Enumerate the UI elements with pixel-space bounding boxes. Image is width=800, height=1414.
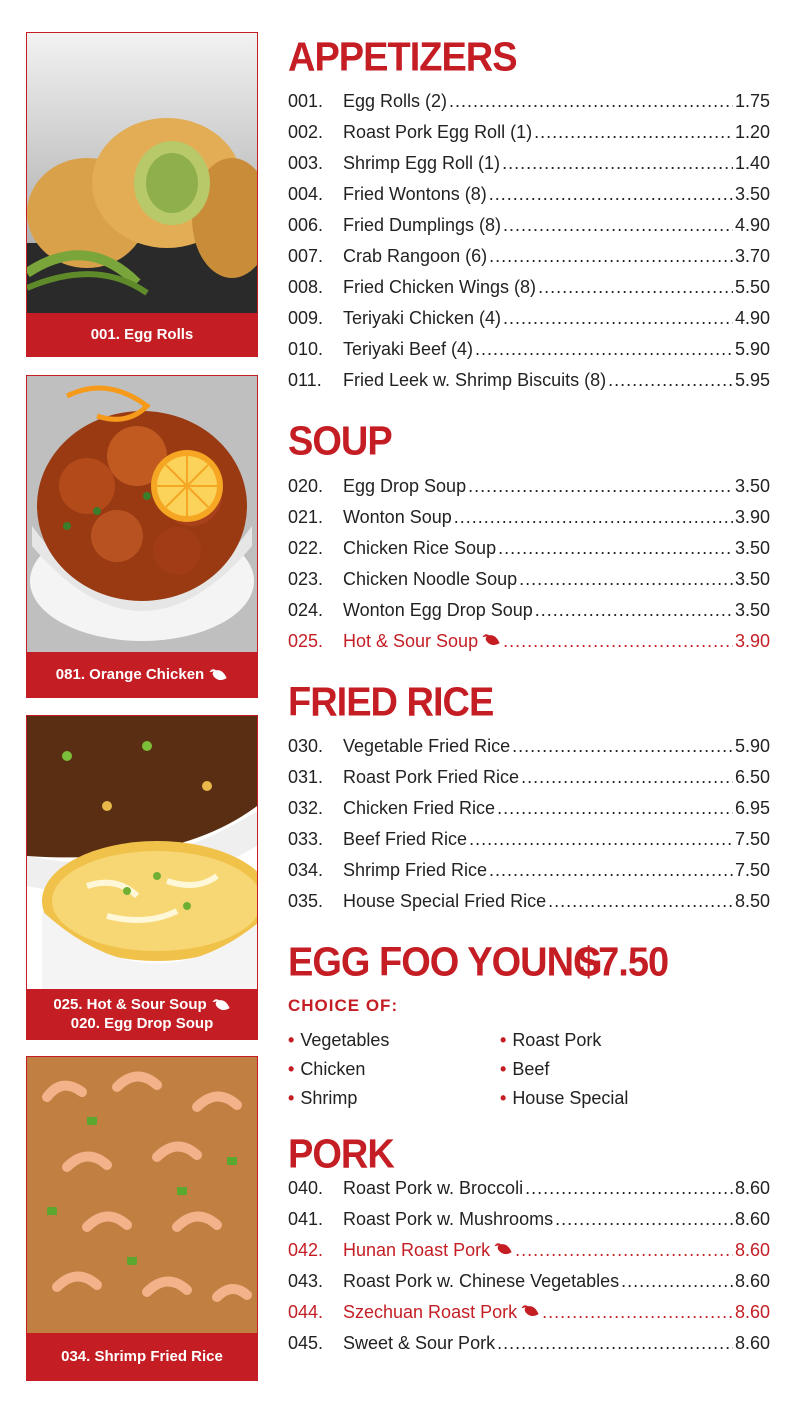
item-number: 042.: [288, 1240, 324, 1260]
dot-leader: [449, 91, 733, 112]
hot-pepper-icon: [520, 1304, 540, 1318]
item-name-text: Sweet & Sour Pork: [343, 1333, 496, 1353]
dot-leader: [538, 277, 733, 298]
photo-caption: [27, 989, 257, 1039]
menu-item: [288, 507, 770, 538]
orange-chicken-photo: [27, 376, 257, 654]
item-price: 7.50: [734, 829, 770, 849]
menu-item: [288, 339, 770, 370]
item-name: [343, 631, 501, 652]
choice-item: [288, 1088, 389, 1117]
bullet-icon: •: [500, 1088, 507, 1108]
item-name: [343, 339, 473, 360]
menu-item: [288, 767, 770, 798]
dot-leader: [535, 600, 733, 621]
dot-leader: [548, 891, 733, 912]
dot-leader: [489, 184, 733, 205]
item-number: 043.: [288, 1271, 324, 1291]
choice-text: Roast Pork: [512, 1030, 602, 1050]
item-price: 5.95: [734, 370, 770, 390]
item-name-text: Roast Pork Fried Rice: [343, 767, 520, 787]
photo-caption: [27, 313, 257, 356]
item-name-text: Teriyaki Beef (4): [343, 339, 474, 359]
photo-caption-text: 081. Orange Chicken: [55, 666, 205, 683]
item-name: [343, 767, 519, 788]
item-number: 002.: [288, 122, 324, 142]
photo-card-egg-rolls: [26, 32, 258, 357]
item-number: 032.: [288, 798, 324, 818]
dot-leader: [468, 476, 733, 497]
photo-caption-line: [53, 995, 230, 1014]
dot-leader: [503, 308, 733, 329]
choice-item: [500, 1088, 628, 1117]
item-number: 009.: [288, 308, 324, 328]
choice-item: [288, 1059, 389, 1088]
menu-item: [288, 184, 770, 215]
item-price: 3.50: [734, 569, 770, 589]
choice-text: Chicken: [300, 1059, 366, 1079]
choice-list-left: [288, 1030, 389, 1117]
item-name: [343, 891, 546, 912]
item-name: [343, 1240, 513, 1261]
dot-leader: [489, 860, 733, 881]
item-name-text: Vegetable Fried Rice: [343, 736, 511, 756]
item-name: [343, 476, 466, 497]
choice-text: Vegetables: [300, 1030, 390, 1050]
menu-item: [288, 246, 770, 277]
menu-list-appetizers: [288, 91, 770, 401]
menu-item: [288, 1333, 770, 1364]
dot-leader: [475, 339, 733, 360]
item-name: [343, 277, 536, 298]
item-number: 001.: [288, 91, 324, 111]
item-name-text: Egg Rolls (2): [343, 91, 448, 111]
item-number: 044.: [288, 1302, 324, 1322]
item-name: [343, 215, 501, 236]
choice-item: [500, 1059, 628, 1088]
item-name: [343, 600, 533, 621]
item-name-text: Hunan Roast Pork: [343, 1240, 491, 1260]
item-price: 4.90: [734, 215, 770, 235]
item-price: 8.50: [734, 891, 770, 911]
dot-leader: [534, 122, 733, 143]
item-price: 1.20: [734, 122, 770, 142]
item-name: [343, 829, 467, 850]
item-name: [343, 153, 500, 174]
menu-item: [288, 215, 770, 246]
item-name: [343, 1209, 553, 1230]
item-price: 8.60: [734, 1178, 770, 1198]
item-price: 6.95: [734, 798, 770, 818]
item-number: 045.: [288, 1333, 324, 1353]
item-price: 3.50: [734, 476, 770, 496]
item-price: 3.70: [734, 246, 770, 266]
hot-pepper-icon: [211, 998, 231, 1012]
menu-item: [288, 476, 770, 507]
item-price: 5.90: [734, 736, 770, 756]
bullet-icon: •: [500, 1059, 507, 1079]
item-name-text: Shrimp Fried Rice: [343, 860, 488, 880]
item-number: 020.: [288, 476, 324, 496]
item-name-text: Shrimp Egg Roll (1): [343, 153, 501, 173]
section-title-fried-rice: FRIED RICE: [288, 679, 494, 726]
item-number: 011.: [288, 370, 322, 390]
photo-caption: [27, 1333, 257, 1380]
bullet-icon: •: [288, 1059, 295, 1079]
soups-photo: [27, 716, 257, 991]
hot-pepper-icon: [208, 668, 228, 682]
egg-rolls-photo: [27, 33, 257, 313]
item-price: 8.60: [734, 1240, 770, 1260]
item-name-text: Wonton Soup: [343, 507, 452, 527]
menu-item: [288, 1302, 770, 1333]
menu-item: [288, 829, 770, 860]
item-name: [343, 1271, 619, 1292]
item-name: [343, 246, 487, 267]
section-title-egg-foo-young: EGG FOO YOUNG: [288, 939, 602, 986]
photo-card-soups: [26, 715, 258, 1040]
item-price: 3.50: [734, 600, 770, 620]
section-title-pork: PORK: [288, 1131, 394, 1178]
dot-leader: [525, 1178, 733, 1199]
menu-item: [288, 1271, 770, 1302]
item-name-text: Beef Fried Rice: [343, 829, 468, 849]
item-name: [343, 569, 517, 590]
item-number: 034.: [288, 860, 324, 880]
item-name: [343, 1302, 540, 1323]
menu-item: [288, 798, 770, 829]
dot-leader: [542, 1302, 733, 1323]
item-name: [343, 798, 495, 819]
item-number: 041.: [288, 1209, 324, 1229]
item-name-text: Hot & Sour Soup: [343, 631, 479, 651]
item-name-text: Fried Leek w. Shrimp Biscuits (8): [343, 370, 607, 390]
menu-item: [288, 860, 770, 891]
choice-item: [500, 1030, 628, 1059]
item-name: [343, 507, 452, 528]
item-price: 4.90: [734, 308, 770, 328]
dot-leader: [503, 631, 733, 652]
menu-item: [288, 569, 770, 600]
item-price: 8.60: [734, 1302, 770, 1322]
bullet-icon: •: [500, 1030, 507, 1050]
item-number: 023.: [288, 569, 324, 589]
item-name-text: Fried Chicken Wings (8): [343, 277, 537, 297]
dot-leader: [454, 507, 733, 528]
menu-list-soup: [288, 476, 770, 662]
dot-leader: [497, 798, 733, 819]
item-number: 010.: [288, 339, 324, 359]
item-number: 040.: [288, 1178, 324, 1198]
menu-item: [288, 1209, 770, 1240]
menu-item: [288, 308, 770, 339]
menu-item: [288, 631, 770, 662]
menu-item: [288, 91, 770, 122]
choice-text: Shrimp: [300, 1088, 358, 1108]
item-number: 031.: [288, 767, 324, 787]
photo-caption-line: 020. Egg Drop Soup: [70, 1015, 214, 1032]
menu-item: [288, 122, 770, 153]
item-price: 8.60: [734, 1271, 770, 1291]
item-number: 004.: [288, 184, 324, 204]
photo-caption-line: [56, 665, 228, 684]
item-price: 3.50: [734, 538, 770, 558]
item-name: [343, 1333, 495, 1354]
menu-item: [288, 1178, 770, 1209]
choice-item: [288, 1030, 389, 1059]
item-price: 6.50: [734, 767, 770, 787]
item-price: 8.60: [734, 1209, 770, 1229]
item-number: 006.: [288, 215, 324, 235]
menu-item: [288, 1240, 770, 1271]
item-name-text: Chicken Rice Soup: [343, 538, 497, 558]
item-name: [343, 736, 510, 757]
dot-leader: [503, 215, 733, 236]
hot-pepper-icon: [481, 633, 501, 647]
dot-leader: [469, 829, 733, 850]
item-name-text: Crab Rangoon (6): [343, 246, 488, 266]
shrimp-fried-rice-photo: [27, 1057, 257, 1334]
item-number: 021.: [288, 507, 324, 527]
hot-pepper-icon: [493, 1242, 513, 1256]
item-name: [343, 860, 487, 881]
item-name-text: Teriyaki Chicken (4): [343, 308, 502, 328]
photo-card-shrimp-fried-rice: [26, 1056, 258, 1381]
dot-leader: [512, 736, 733, 757]
item-name-text: House Special Fried Rice: [343, 891, 547, 911]
item-name-text: Roast Pork w. Broccoli: [343, 1178, 524, 1198]
item-number: 024.: [288, 600, 324, 620]
menu-item: [288, 277, 770, 308]
bullet-icon: •: [288, 1088, 295, 1108]
item-price: 3.50: [734, 184, 770, 204]
item-number: 030.: [288, 736, 324, 756]
item-name-text: Wonton Egg Drop Soup: [343, 600, 533, 620]
item-name-text: Roast Pork w. Mushrooms: [343, 1209, 554, 1229]
item-name: [343, 184, 487, 205]
dot-leader: [621, 1271, 733, 1292]
dot-leader: [515, 1240, 733, 1261]
item-name: [343, 1178, 523, 1199]
section-title-soup: SOUP: [288, 418, 392, 465]
item-number: 008.: [288, 277, 324, 297]
dot-leader: [502, 153, 733, 174]
menu-list-pork: [288, 1178, 770, 1364]
photo-caption: [27, 652, 257, 697]
item-name-text: Szechuan Roast Pork: [343, 1302, 518, 1322]
photo-caption-line: 001. Egg Rolls: [90, 326, 194, 343]
choice-text: Beef: [512, 1059, 550, 1079]
item-price: 7.50: [734, 860, 770, 880]
item-name-text: Egg Drop Soup: [343, 476, 467, 496]
photo-caption-line: 034. Shrimp Fried Rice: [61, 1348, 223, 1365]
item-name-text: Chicken Noodle Soup: [343, 569, 518, 589]
item-price: 5.90: [734, 339, 770, 359]
item-name: [343, 308, 501, 329]
item-name: [343, 538, 496, 559]
item-name: [343, 122, 532, 143]
dot-leader: [555, 1209, 733, 1230]
item-number: 033.: [288, 829, 324, 849]
menu-item: [288, 600, 770, 631]
item-name-text: Fried Wontons (8): [343, 184, 487, 204]
item-name-text: Roast Pork Egg Roll (1): [343, 122, 533, 142]
item-number: 035.: [288, 891, 324, 911]
choice-text: House Special: [512, 1088, 629, 1108]
item-name-text: Fried Dumplings (8): [343, 215, 502, 235]
item-number: 007.: [288, 246, 324, 266]
photo-caption-text: 025. Hot & Sour Soup: [53, 996, 207, 1013]
item-price: 5.50: [734, 277, 770, 297]
dot-leader: [521, 767, 733, 788]
choice-label: CHOICE OF:: [288, 996, 399, 1015]
item-number: 025.: [288, 631, 324, 651]
egg-foo-young-price: $7.50: [578, 939, 669, 986]
item-price: 1.40: [734, 153, 770, 173]
item-number: 022.: [288, 538, 324, 558]
dot-leader: [489, 246, 733, 267]
photo-card-orange-chicken: [26, 375, 258, 698]
choice-list-right: [500, 1030, 628, 1117]
bullet-icon: •: [288, 1030, 295, 1050]
dot-leader: [608, 370, 733, 391]
menu-item: [288, 891, 770, 922]
item-name: [343, 370, 606, 391]
menu-item: [288, 736, 770, 767]
item-price: 8.60: [734, 1333, 770, 1353]
menu-item: [288, 370, 770, 401]
section-title-appetizers: APPETIZERS: [288, 34, 517, 81]
item-price: 3.90: [734, 631, 770, 651]
dot-leader: [498, 538, 733, 559]
menu-list-fried-rice: [288, 736, 770, 922]
item-name-text: Roast Pork w. Chinese Vegetables: [343, 1271, 620, 1291]
dot-leader: [519, 569, 733, 590]
item-price: 3.90: [734, 507, 770, 527]
menu-item: [288, 538, 770, 569]
item-name: [343, 91, 447, 112]
dot-leader: [497, 1333, 733, 1354]
item-name-text: Chicken Fried Rice: [343, 798, 496, 818]
item-number: 003.: [288, 153, 324, 173]
item-price: 1.75: [734, 91, 770, 111]
menu-item: [288, 153, 770, 184]
